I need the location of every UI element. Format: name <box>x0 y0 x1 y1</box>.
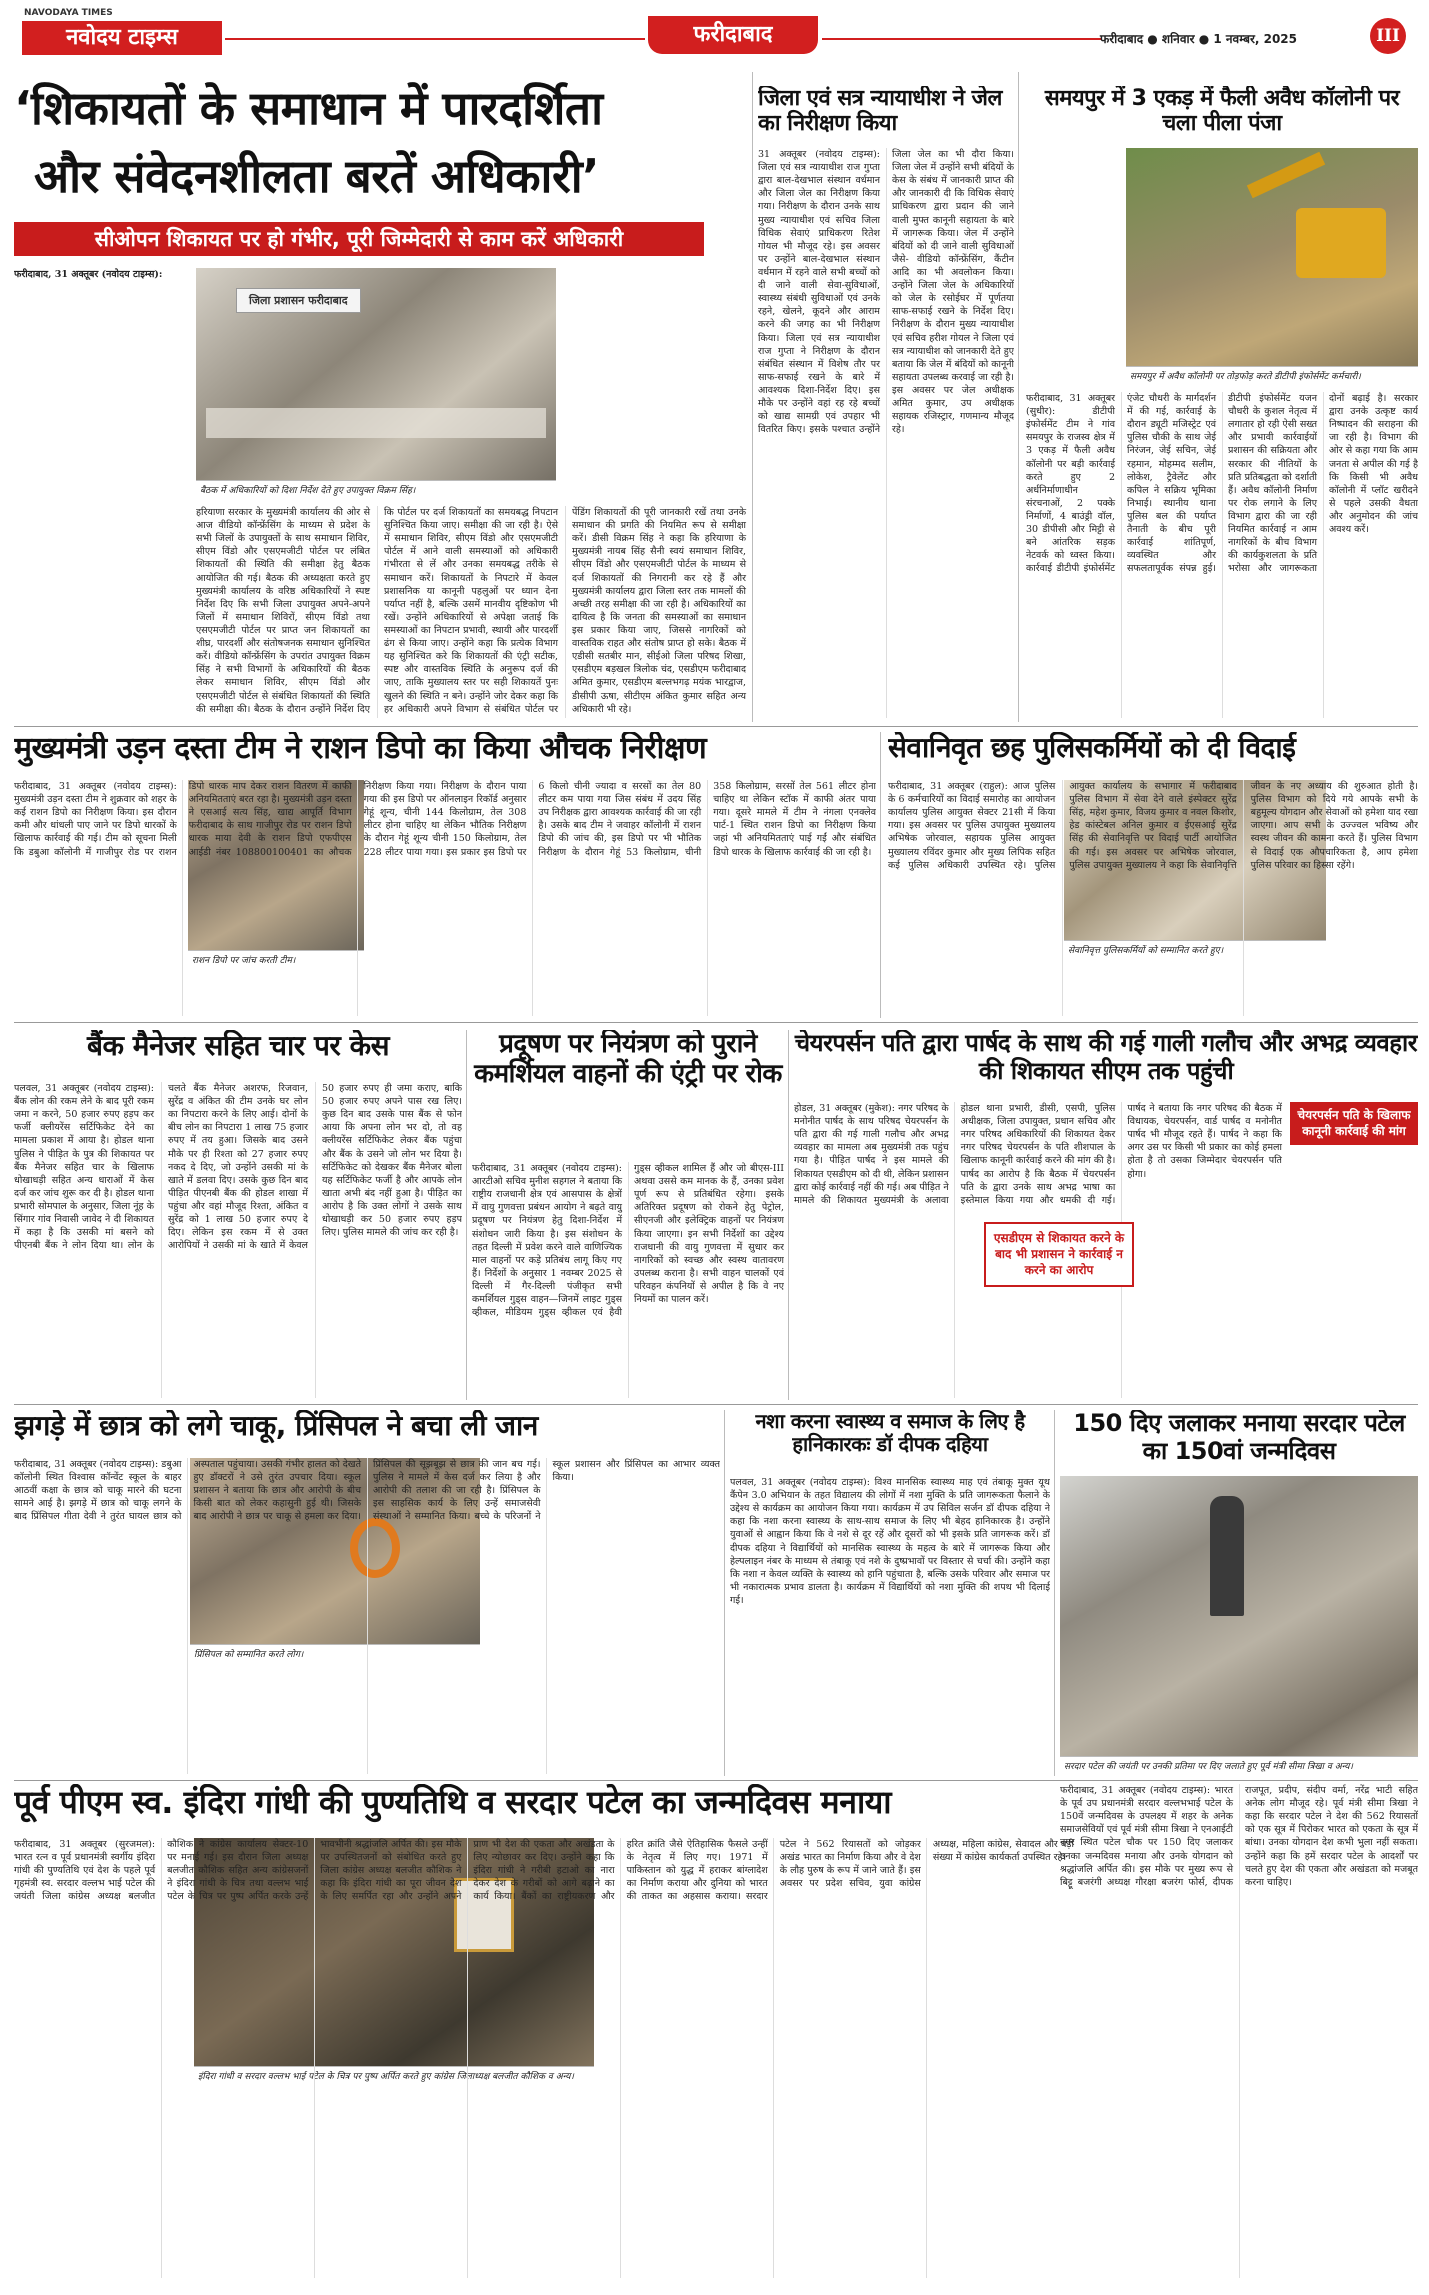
stab-story <box>14 1410 720 1776</box>
bank-headline: बैंक मैनेजर सहित चार पर केस <box>86 1030 390 1062</box>
lead-subhead: सीओपन शिकायत पर हो गंभीर, पूरी जिम्मेदारी से काम करें अधिकारी <box>14 222 704 256</box>
chairperson-headline: चेयरपर्सन पति द्वारा पार्षद के साथ की गई गाली गलौच और अभद्र व्यवहार की शिकायत सीएम तक पहुंची <box>794 1030 1418 1085</box>
patel-body: फरीदाबाद, 31 अक्तूबर (नवोदय टाइम्स): भारत के पूर्व उप प्रधानमंत्री सरदार वल्लभभाई पटेल के 150वें जन्मदिवस के उपलक्ष्य में शहर के अनेक समाजसेवियों एवं पूर्व मंत्री सीमा त्रिखा ने एनआईटी नगर स्थित पटेल चौक पर 150 दिए जलाकर उनका जन्मदिवस मनाया और उनके योगदान को श्रद्धांजलि अर्पित की। इस मौके पर मुख्य रूप से बिट्टू बजरंगी अध्यक्ष गौरक्षा बजरंग फोर्स, दीपक राजपूत, प्रदीप, संदीप वर्मा, नरेंद्र भाटी सहित अनेक लोग मौजूद रहे। पूर्व मंत्री सीमा त्रिखा ने कहा कि सरदार पटेल ने देश की 562 रियासतों को एक सूत्र में पिरोकर भारत को एकता के सूत्र में बांधा। उनका योगदान देश कभी भुला नहीं सकता। उन्होंने कहा कि हमें सरदार पटेल के आदर्शों पर चलते हुए देश की एकता और अखंडता को मजबूत करना चाहिए। <box>1060 1785 1418 1888</box>
lead-story <box>14 72 749 722</box>
colony-body-col1 <box>1026 148 1120 384</box>
statue <box>1210 1496 1244 1616</box>
patel-photo <box>1060 1476 1418 1774</box>
drug-body: पलवल, 31 अक्तूबर (नवोदय टाइम्स): विश्व मानसिक स्वास्थ्य माह एवं तंबाकू मुक्त यूथ कैंपेन 3.0 अभियान के तहत विद्यालय की लोगों में नशा मुक्ति के प्रति जागरूकता फैलाने के उद्देश्य से कार्यक्रम का आयोजन किया गया। कार्यक्रम में उप सिविल सर्जन डॉ दीपक दहिया ने कहा कि नशा करना स्वास्थ्य के साथ-साथ समाज के लिए भी बेहद हानिकारक है। उन्होंने युवाओं से आह्वान किया कि वे नशे से दूर रहें और दूसरों को भी इसके प्रति जागरूक करें। डॉ दीपक दहिया ने विद्यार्थियों को मानसिक स्वास्थ्य के महत्व के बारे में जागरूक किया और हेल्पलाइन नंबर के माध्यम से तंबाकू एवं नशे के दुष्प्रभावों पर विस्तार से चर्चा की। उन्होंने कहा कि नशा न केवल व्यक्ति के स्वास्थ्य को हानि पहुंचाता है, बल्कि उसके परिवार और समाज पर भी नकारात्मक प्रभाव डालता है। कार्यक्रम में विद्यार्थियों को नशा मुक्ति की शपथ भी दिलाई गई। <box>730 1477 1050 1606</box>
chairperson-body: होडल, 31 अक्तूबर (मुकेश): नगर परिषद के मनोनीत पार्षद के साथ परिषद चेयरपर्सन के पति द्वारा की गई गाली गलौच और अभद्र व्यवहार का मामला अब मुख्यमंत्री तक पहुंच गया है। पीड़ित पार्षद ने इस मामले की शिकायत एसडीएम को दी थी, लेकिन प्रशासन द्वारा कोई कार्रवाई नहीं की गई। अब पीड़ित ने मामले की शिकायत मुख्यमंत्री के अलावा होडल थाना प्रभारी, डीसी, एसपी, पुलिस अधीक्षक, जिला उपायुक्त, प्रधान सचिव और नगर परिषद अधिकारियों की शिकायत देकर नगर परिषद चेयरपर्सन के पति शीशपाल के खिलाफ कानूनी कार्रवाई करने की मांग की है। पार्षद का आरोप है कि बैठक में चेयरपर्सन पति के द्वारा उनके साथ अभद्र भाषा का इस्तेमाल किया गया और धमकी दी गई। पार्षद ने बताया कि नगर परिषद की बैठक में विधायक, चेयरपर्सन, वार्ड पार्षद व मनोनीत पार्षद भी मौजूद रहते हैं। पार्षद ने कहा कि अगर उस पर किसी भी प्रकार का कोई हमला होता है तो उसका जिम्मेदार चेयरपर्सन पति होगा। <box>794 1103 1282 1206</box>
lead-dateline: फरीदाबाद, 31 अक्तूबर (नवोदय टाइम्स): <box>14 269 163 280</box>
patel-headline: 150 दिए जलाकर मनाया सरदार पटेल का 150वां जन्मदिवस <box>1073 1410 1405 1465</box>
indira-story <box>14 1784 1418 2284</box>
drug-story <box>730 1410 1050 1776</box>
patel-photo-caption: सरदार पटेल की जयंती पर उनकी प्रतिमा पर दिए जलाते हुए पूर्व मंत्री सीमा त्रिखा व अन्य। <box>1060 1756 1418 1774</box>
brand-logo: नवोदय टाइम्स <box>22 21 222 55</box>
dateline: फरीदाबाद ● शनिवार ● 1 नवम्बर, 2025 <box>1100 32 1298 46</box>
lead-body: हरियाणा सरकार के मुख्यमंत्री कार्यालय की ओर से आज वीडियो कॉन्फ्रेंसिंग के माध्यम से प्रदेश के सभी जिलों के उपायुक्तों के साथ समाधान शिविर, सीएम विंडो और एसएमजीटी पोर्टल पर लंबित शिकायतों की स्थिति की समीक्षा हेतु बैठक आयोजित की गई। बैठक की अध्यक्षता करते हुए मुख्यमंत्री कार्यालय के वरिष्ठ अधिकारियों ने स्पष्ट निर्देश दिए कि सभी जिला उपायुक्त अपने-अपने जिलों में समाधान शिविरों, सीएम विंडो तथा एसएमजीटी पोर्टल पर प्राप्त जन शिकायतों का शीघ्र, पारदर्शी और संतोषजनक समाधान सुनिश्चित करें। वीडियो कॉन्फ्रेंसिंग के उपरांत उपायुक्त विक्रम सिंह ने सभी विभागों के अधिकारियों की बैठक लेकर समाधान शिविर, सीएम विंडो और एसएमजीटी पोर्टल से संबंधित शिकायतों की स्थिति की समीक्षा की। बैठक के दौरान उन्होंने निर्देश दिए कि पोर्टल पर दर्ज शिकायतों का समयबद्ध निपटान सुनिश्चित किया जाए। समीक्षा की जा रही है। ऐसे में समाधान शिविर, सीएम विंडो और एसएमजीटी पोर्टल में आने वाली समस्याओं को अधिकारी गंभीरता से लें और उनका समयबद्ध तरीके से समाधान करें। शिकायतों के निपटारे में केवल प्रशासनिक या कानूनी पहलुओं पर ध्यान देना पर्याप्त नहीं है, बल्कि उसमें मानवीय दृष्टिकोण भी रखें। उन्होंने अधिकारियों से अपेक्षा जताई कि समस्याओं का निपटान प्रभावी, स्थायी और पारदर्शी ढंग से किया जाए। उन्होंने कहा कि प्रत्येक विभाग यह सुनिश्चित करे कि शिकायतों की एंट्री सटीक, स्पष्ट और वास्तविक स्थिति के अनुरूप दर्ज की जाए, ताकि मुख्यालय स्तर पर सही शिकायतें पुनः खुलने की स्थिति न बने। उन्होंने जोर देकर कहा कि हर अधिकारी अपने विभाग से संबंधित पोर्टल पर पेंडिंग शिकायतों की पूरी जानकारी रखें तथा उनके समाधान की प्रगति की नियमित रूप से समीक्षा करें। डीसी विक्रम सिंह ने कहा कि हरियाणा के मुख्यमंत्री नायब सिंह सैनी स्वयं समाधान शिविर, सीएम विंडो और एसएमजीटी पोर्टल के माध्यम से दर्ज शिकायतों की निगरानी कर रहे हैं और मुख्यमंत्री कार्यालय द्वारा जिला स्तर तक मामलों की अच्छी तरह समीक्षा की जा रही है। अधिकारियों का दायित्व है कि जनता की समस्याओं का समाधान इस प्रकार किया जाए, जिससे नागरिकों को वास्तविक राहत और संतोष प्राप्त हो सके। बैठक में एडीसी सतबीर मान, सीईओ जिला परिषद शिखा, एसडीएम बड़खल त्रिलोक चंद, एसडीएम फरीदाबाद अमित कुमार, एसडीएम बल्लभगढ़ मयंक भारद्वाज, डीसीपी ऊषा, सीटीएम अंकित कुमार सहित अन्य अधिकारी भी रहे। <box>196 507 746 715</box>
colony-story <box>1026 86 1418 722</box>
bank-story <box>14 1030 462 1400</box>
patel-story <box>1060 1410 1418 1776</box>
ration-photo-caption: राशन डिपो पर जांच करती टीम। <box>188 950 364 968</box>
police-headline: सेवानिवृत छह पुलिसकर्मियों को दी विदाई <box>888 732 1296 764</box>
city-banner: फरीदाबाद <box>648 16 818 54</box>
header-line <box>225 38 645 40</box>
meeting-table <box>206 408 546 438</box>
photo-board: जिला प्रशासन फरीदाबाद <box>236 288 361 313</box>
indira-body: फरीदाबाद, 31 अक्तूबर (सुरजमल): भारत रत्न व पूर्व प्रधानमंत्री स्वर्गीय इंदिरा गांधी की पुण्यतिथि एवं देश के पहले पूर्व गृहमंत्री स्व. सरदार वल्लभ भाई पटेल की जयंती जिला कांग्रेस अध्यक्ष बलजीत कौशिक ने कांग्रेस कार्यालय सेक्टर-10 पर मनाई गई। इस दौरान जिला अध्यक्ष बलजीत कौशिक सहित अन्य कांग्रेसजनों ने इंदिरा गांधी के चित्र तथा वल्लभ भाई पटेल के चित्र पर पुष्प अर्पित करके उन्हें भावभीनी श्रद्धांजलि अर्पित की। इस मौके पर उपस्थितजनों को संबोधित करते हुए जिला कांग्रेस अध्यक्ष बलजीत कौशिक ने कहा कि इंदिरा गांधी का पूरा जीवन देश के लिए समर्पित रहा और उन्होंने अपने प्राण भी देश की एकता और अखंडता के लिए न्योछावर कर दिए। उन्होंने कहा कि इंदिरा गांधी ने गरीबी हटाओ का नारा देकर देश के गरीबों को आगे बढ़ाने का कार्य किया। बैंकों का राष्ट्रीयकरण और हरित क्रांति जैसे ऐतिहासिक फैसले उन्हीं के नेतृत्व में लिए गए। 1971 में पाकिस्तान को युद्ध में हराकर बांग्लादेश का निर्माण कराया और दुनिया को भारत की ताकत का अहसास कराया। सरदार पटेल ने 562 रियासतों को जोड़कर अखंड भारत का निर्माण किया और वे देश के लौह पुरुष के रूप में जाने जाते हैं। इस अवसर पर प्रदेश सचिव, युवा कांग्रेस अध्यक्ष, महिला कांग्रेस, सेवादल और बड़ी संख्या में कांग्रेस कार्यकर्ता उपस्थित रहे। <box>14 1839 1074 1903</box>
colony-photo <box>1126 148 1418 384</box>
colony-headline: समयपुर में 3 एकड़ में फैली अवैध कॉलोनी पर चला पीला पंजा <box>1044 86 1400 137</box>
bulldozer <box>1296 208 1386 278</box>
indira-photo-caption: इंदिरा गांधी व सरदार वल्लभ भाई पटेल के चित्र पर पुष्प अर्पित करते हुए कांग्रेस जिलाध्यक्ष बलजीत कौशिक व अन्य। <box>194 2066 594 2084</box>
police-story <box>888 732 1418 1018</box>
lead-headline-line2: और संवेदनशीलता बरतें अधिकारी’ <box>34 149 600 203</box>
judge-body: 31 अक्तूबर (नवोदय टाइम्स): जिला एवं सत्र न्यायाधीश राज गुप्ता द्वारा बाल-देखभाल संस्थान वर्धमान और जिला जेल का निरीक्षण किया गया। निरीक्षण के दौरान उनके साथ मुख्य न्यायाधीश एवं सचिव जिला विधिक सेवाएं प्राधिकरण रितेश गोयल भी मौजूद रहे। इस अवसर पर उन्होंने बाल-देखभाल संस्थान वर्धमान में रहने वाले सभी बच्चों को दी जाने वाली सेवा-सुविधाओं, स्वास्थ्य संबंधी सुविधाओं एवं उनके रहने, खेलने, कूदने और आराम करने की जगह का भी निरीक्षण किया। जिला एवं सत्र न्यायाधीश राज गुप्ता ने निरीक्षण के दौरान संबंधित संस्थान में विशेष तौर पर साफ-सफाई रखने के बारे में आवश्यक दिशा-निर्देश दिए। इस मौके पर उन्होंने वहां रह रहे बच्चों को खाद्य सामग्री एवं उपहार भी वितरित किए। इसके पश्चात उन्होंने जिला जेल का भी दौरा किया। जिला जेल में उन्होंने सभी बंदियों के केस के संबंध में जानकारी प्राप्त की और जानकारी दी कि विधिक सेवाएं प्राधिकरण द्वारा प्रदान की जाने वाली मुफ्त कानूनी सहायता के बारे में जागरूक किया। जेल में उन्होंने बंदियों को दी जाने वाली सुविधाओं जैसे- वीडियो कॉन्फ्रेंसिंग, कैंटीन आदि का भी अवलोकन किया। उन्होंने जिला जेल के अधिकारियों को जेल के रसोईघर में पूर्णतया साफ-सफाई रखने के निर्देश दिए। निरीक्षण के दौरान मुख्य न्यायाधीश एवं सचिव हरीश गोयल ने जिला एवं सत्र न्यायाधीश को जानकारी देते हुए बताया कि जेल में बंदियों को कानूनी सहायता उपलब्ध करवाई जा रही है। इस अवसर पर जेल अधीक्षक अमित कुमार, उप अधीक्षक सहायक रजिस्ट्रार, गणमान्य मौजूद रहे। <box>758 149 1014 436</box>
lead-body-left <box>14 268 182 718</box>
page-number: III <box>1370 18 1406 54</box>
bank-body: पलवल, 31 अक्तूबर (नवोदय टाइम्स): बैंक लोन की रकम लेने के बाद पूरी रकम जमा न करने, 50 हजार रुपए हड़प कर फर्जी क्लीयरेंस सर्टिफिकेट देने का मामला प्रकाश में आया है। होडल थाना पुलिस ने पीड़ित के पुत्र की शिकायत पर बैंक मैनेजर सहित चार के खिलाफ धोखाधड़ी सहित अन्य धाराओं में केस दर्ज कर जांच शुरू कर दी है। होडल थाना प्रभारी सोमपाल के अनुसार, जिला नूंह के सिंगार गांव निवासी जावेद ने दी शिकायत में कहा है कि उसकी मां बसने को पीएनबी बैंक ने लोन दिया था। लोन के चलते बैंक मैनेजर अशरफ, रिजवान, सुरेंद्र व अंकित की टीम उनके घर लोन का निपटारा करने के लिए आई। दोनों के बीच लोन का निपटारा 1 लाख 75 हजार रुपए में तय हुआ। जिसके बाद उसने मौके पर ही रिश्ता को 27 हजार रुपए नकद दे दिए, जो उन्होंने उसकी मां के खाते में डलवा दिए। उसके कुछ दिन बाद पीड़ित पीएनबी बैंक की होडल शाखा में पहुंचा और वहां मौजूद रिश्ता, अंकित व सुरेंद्र को 1 लाख 50 हजार रुपए दे दिए। लेकिन इस रकम में से उक्त आरोपियों ने उसकी मां के खाते में केवल 50 हजार रुपए ही जमा कराए, बाकि 50 हजार रुपए अपने पास रख लिए। कुछ दिन बाद उसके पास बैंक से फोन आया कि अपना लोन भर दो, तो वह क्लीयरेंस सर्टिफिकेट लेकर बैंक पहुंचा और बैंक के उसने जो लोन भर दिया है। सर्टिफिकेट को देखकर बैंक मैनेजर बोला यह सर्टिफिकेट फर्जी है और आपके लोन खाता अभी बंद नहीं हुआ है। पीड़ित का आरोप है कि उक्त लोगों ने उसके साथ धोखाधड़ी कर 50 हजार रुपए हड़प लिए। पुलिस मामले की जांच कर रही है। <box>14 1083 462 1252</box>
ration-headline: मुख्यमंत्री उड़न दस्ता टीम ने राशन डिपो का किया औचक निरीक्षण <box>14 732 707 766</box>
colony-body: फरीदाबाद, 31 अक्तूबर (सुधीर): डीटीपी इंफोर्समेंट टीम ने गांव समयपुर के राजस्व क्षेत्र में 3 एकड़ में फैली अवैध कॉलोनी पर बड़ी कार्रवाई करते हुए 2 अर्धनिर्माणाधीन संरचनाओं, 2 पक्के निर्माणों, 4 बाउंड्री वॉल, 30 डीपीसी और मिट्टी से बने आंतरिक सड़क नेटवर्क को ध्वस्त किया। कार्रवाई डीटीपी इंफोर्समेंट एंजेट चौधरी के मार्गदर्शन में की गई, कार्रवाई के दौरान ड्यूटी मजिस्ट्रेट एवं पुलिस चौकी के साथ जेई निरंजन, जेई सचिन, जेई रहमान, मोहम्मद सलीम, लोकेश, ट्रैवेलेंट और कपिल ने सक्रिय भूमिका निभाई। स्थानीय थाना पुलिस बल की पर्याप्त तैनाती के बीच पूरी कार्रवाई शांतिपूर्ण, व्यवस्थित और सफलतापूर्वक संपन्न हुई। डीटीपी इंफोर्समेंट यजन चौधरी के कुशल नेतृत्व में लगातार हो रही ऐसी सख्त और प्रभावी कार्रवाईयों प्रशासन की सक्रियता और सरकार की नीतियों के प्रति प्रतिबद्धता को दर्शाती हैं। अवैध कॉलोनी निर्माण पर रोक लगाने के लिए विभाग द्वारा की जा रही नियमित कार्रवाई न आम नागरिकों के बीच विभाग की कार्यकुशलता के प्रति भरोसा और जागरूकता दोनों बढ़ाई है। सरकार द्वारा उनके उत्कृष्ट कार्य निष्पादन की सराहना की जा रही है। विभाग की ओर से कहा गया कि आम जनता से अपील की गई है कि किसी भी अवैध कॉलोनी में प्लॉट खरीदने से पहले उसकी वैधता और अनुमोदन की जांच अवश्य करें। <box>1026 393 1418 575</box>
drug-headline: नशा करना स्वास्थ्य व समाज के लिए है हानिकारकः डॉ दीपक दहिया <box>755 1410 1025 1456</box>
chairperson-story <box>794 1030 1418 1400</box>
vehicle-story <box>472 1030 784 1400</box>
police-body: फरीदाबाद, 31 अक्तूबर (राहुल): आज पुलिस के 6 कर्मचारियों का विदाई समारोह का आयोजन कार्यालय पुलिस आयुक्त सेक्टर 21सी में किया गया। इस अवसर पर पुलिस उपायुक्त मुख्यालय अभिषेक जोरवाल, सहायक पुलिस आयुक्त मुख्यालय रविंदर कुमार और मुख्य लिपिक सहित कई पुलिस अधिकारी उपस्थित रहे। पुलिस आयुक्त कार्यालय के सभागार में फरीदाबाद पुलिस विभाग में सेवा देने वाले इंस्पेक्टर सुरेंद्र सिंह, महेश कुमार, विजय कुमार व नवल किशोर, हेड कांस्टेबल अनिल कुमार व ईएसआई सुरेंद्र सिंह की सेवानिवृत्ति पर विदाई पार्टी आयोजित की गई। इस अवसर पर अभिषेक जोरवाल, पुलिस उपायुक्त मुख्यालय ने कहा कि सेवानिवृत्ति जीवन के नए अध्याय की शुरुआत होती है। पुलिस विभाग को दिये गये आपके सभी के बहुमूल्य योगदान और सेवाओं को हमेशा याद रखा जाएगा। आप सभी के उज्ज्वल भविष्य और स्वस्थ जीवन की कामना करते हैं। पुलिस विभाग से विदाई एक औपचारिकता है, आप हमेशा पुलिस परिवार का हिस्सा रहेंगे। <box>888 781 1418 871</box>
bulldozer-arm <box>1247 152 1325 198</box>
judge-story <box>758 86 1014 722</box>
lead-photo-caption: बैठक में अधिकारियों को दिशा निर्देश देते हुए उपायुक्त विक्रम सिंह। <box>196 480 556 498</box>
indira-headline: पूर्व पीएम स्व. इंदिरा गांधी की पुण्यतिथि व सरदार पटेल का जन्मदिवस मनाया <box>14 1784 892 1821</box>
vehicle-body: फरीदाबाद, 31 अक्तूबर (नवोदय टाइम्स): आरटीओ सचिव मुनीश सहगल ने बताया कि राष्ट्रीय राजधानी क्षेत्र एवं आसपास के क्षेत्रों में वायु गुणवत्ता प्रबंधन आयोग ने बढ़ते वायु प्रदूषण पर नियंत्रण हेतु दिशा-निर्देश में संशोधन जारी किया है। इस संशोधन के तहत दिल्ली में प्रवेश करने वाले वाणिज्यिक माल वाहनों पर कड़े प्रतिबंध लागू किए गए हैं। निर्देशों के अनुसार 1 नवम्बर 2025 से दिल्ली में गैर-दिल्ली पंजीकृत सभी कमर्शियल गुड्स वाहन—जिनमें लाइट गुड्स व्हीकल, मीडियम गुड्स व्हीकल एवं हैवी गुड्स व्हीकल शामिल हैं और जो बीएस-III अथवा उससे कम मानक के हैं, उनका प्रवेश पूर्ण रूप से प्रतिबंधित रहेगा। इसके अतिरिक्त प्रदूषण को रोकने हेतु पेट्रोल, सीएनजी और इलेक्ट्रिक वाहनों पर नियंत्रण किया जाएगा। इन सभी निर्देशों का उद्देश्य राजधानी की वायु गुणवत्ता में सुधार कर नागरिकों को स्वच्छ और स्वस्थ वातावरण उपलब्ध कराना है। सभी वाहन चालकों एवं परिवहन कंपनियों से अपील है कि वे नए नियमों का पालन करें। <box>472 1163 784 1319</box>
colony-photo-caption: समयपुर में अवैध कॉलोनी पर तोड़फोड़ करते डीटीपी इंफोर्समेंट कर्मचारी। <box>1126 366 1418 384</box>
stab-body: फरीदाबाद, 31 अक्तूबर (नवोदय टाइम्स): डबुआ कॉलोनी स्थित विश्वास कॉन्वेंट स्कूल के बाहर आठवीं कक्षा के छात्र को चाकू मारने की घटना सामने आई है। झगड़े में छात्र को चाकू लगने के बाद प्रिंसिपल गीता देवी ने तुरंत घायल छात्र को अस्पताल पहुंचाया। उसकी गंभीर हालत को देखते हुए डॉक्टरों ने उसे तुरंत उपचार दिया। स्कूल प्रशासन ने बताया कि छात्र और आरोपी के बीच किसी बात को लेकर कहासुनी हुई थी। जिसके बाद आरोपी ने छात्र पर चाकू से हमला कर दिया। प्रिंसिपल की सूझबूझ से छात्र की जान बच गई। पुलिस ने मामले में केस दर्ज कर लिया है और आरोपी की तलाश की जा रही है। प्रिंसिपल के इस साहसिक कार्य के लिए उन्हें समाजसेवी संस्थाओं ने सम्मानित किया। बच्चे के परिजनों ने स्कूल प्रशासन और प्रिंसिपल का आभार व्यक्त किया। <box>14 1459 720 1523</box>
header-line-right <box>822 38 1102 40</box>
masthead <box>0 0 1429 62</box>
vehicle-headline: प्रदूषण पर नियंत्रण को पुराने कमर्शियल वाहनों की एंट्री पर रोक <box>474 1030 782 1089</box>
police-photo-caption: सेवानिवृत्त पुलिसकर्मियों को सम्मानित करते हुए। <box>1064 940 1326 958</box>
lead-headline-line1: ‘शिकायतों के समाधान में पारदर्शिता <box>14 81 603 135</box>
judge-headline: जिला एवं सत्र न्यायाधीश ने जेल का निरीक्षण किया <box>758 86 1002 137</box>
ration-story <box>14 732 876 1018</box>
chairperson-sidebar-tag: चेयरपर्सन पति के खिलाफ कानूनी कार्रवाई की मांग <box>1290 1102 1418 1145</box>
stab-headline: झगड़े में छात्र को लगे चाकू, प्रिंसिपल ने बचा ली जान <box>14 1410 538 1442</box>
brand-small: NAVODAYA TIMES <box>24 8 113 18</box>
stab-photo-caption: प्रिंसिपल को सम्मानित करते लोग। <box>190 1644 480 1662</box>
ration-body: फरीदाबाद, 31 अक्तूबर (नवोदय टाइम्स): मुख्यमंत्री उड़न दस्ता टीम ने शुक्रवार को शहर के कई राशन डिपो का निरीक्षण किया। इस दौरान कमी और धांधली पाए जाने पर डिपो धारकों के खिलाफ कार्रवाई की गई। टीम को सूचना मिली कि डबुआ कॉलोनी में गाजीपुर रोड पर राशन डिपो धारक माप देकर राशन वितरण में काफी अनियमितताएं बरत रहा है। मुख्यमंत्री उड़न दस्ता ने एसआई सत्य सिंह, खाद्य आपूर्ति विभाग फरीदाबाद के साथ गाजीपुर रोड पर राशन डिपो धारक माया देवी के राशन डिपो एफपीएस आईडी नंबर 108800100401 का औचक निरीक्षण किया गया। निरीक्षण के दौरान पाया गया की इस डिपो पर ऑनलाइन रिकॉर्ड अनुसार गेहूं शून्य, चीनी 144 किलोग्राम, तेल 308 लीटर होना चाहिए था लेकिन भौतिक निरीक्षण के दौरान गेहूं शून्य चीनी 150 किलोग्राम, तेल 228 लीटर पाया गया। इस प्रकार इस डिपो पर 6 किलो चीनी ज्यादा व सरसों का तेल 80 लीटर कम पाया गया जिस संबंध में उदय सिंह उप निरीक्षक द्वारा आवश्यक कार्रवाई की जा रही है। उसके बाद टीम ने जवाहर कॉलोनी में राशन डिपो की जांच की, इस डिपो पर भी भौतिक निरीक्षण के दौरान गेहूं 53 किलोग्राम, चीनी 358 किलोग्राम, सरसों तेल 561 लीटर होना चाहिए था लेकिन स्टॉक में काफी अंतर पाया गया। दूसरे मामले में टीम ने नंगला एनक्लेव पार्ट-1 स्थित राशन डिपो का निरीक्षण किया जहां भी अनियमितताएं पाई गईं और संबंधित डिपो धारक के खिलाफ कार्रवाई की जा रही है। <box>14 781 876 858</box>
chairperson-callout: एसडीएम से शिकायत करने के बाद भी प्रशासन ने कार्रवाई न करने का आरोप <box>984 1222 1134 1287</box>
lead-photo <box>196 268 556 498</box>
